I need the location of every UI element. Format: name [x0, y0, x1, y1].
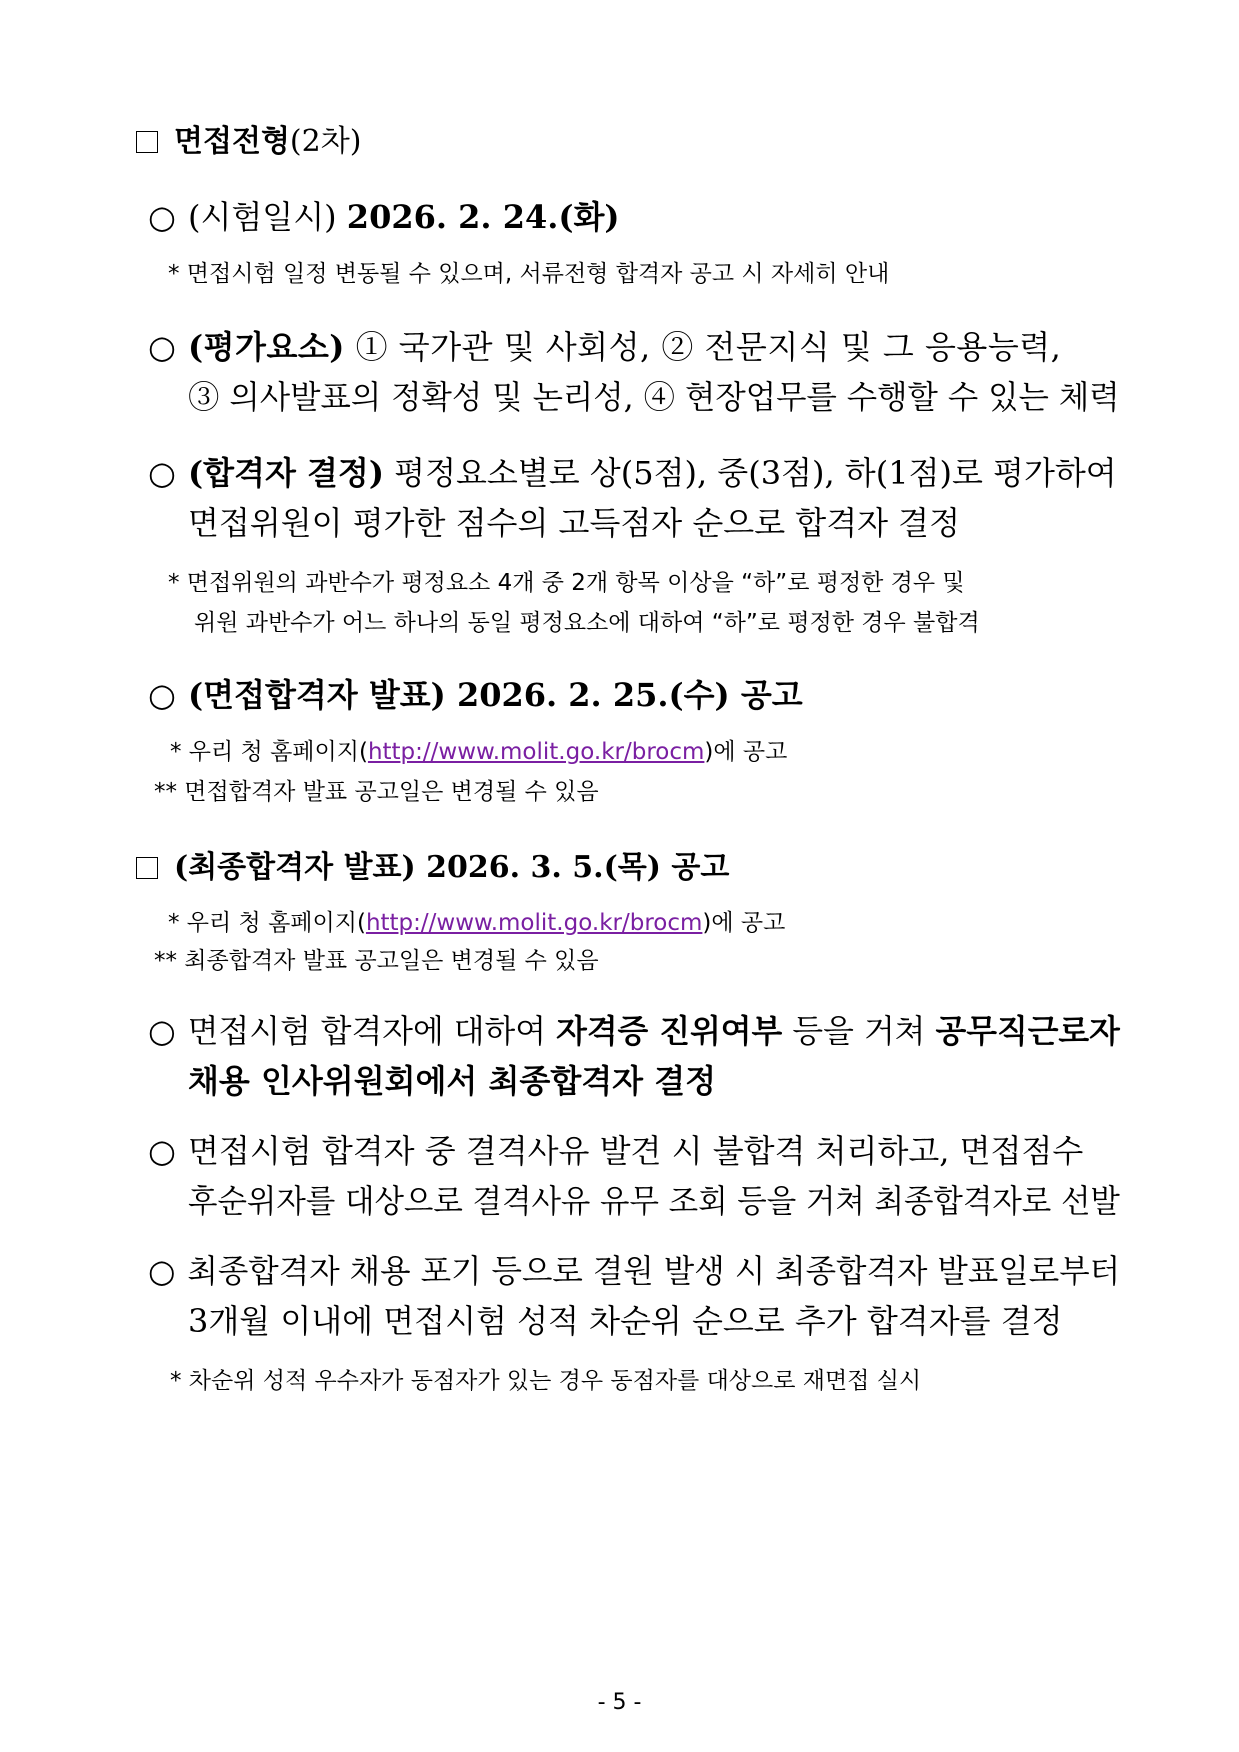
section-title: 면접전형 [174, 124, 290, 159]
announce-note1: * 우리 청 홈페이지(http://www.molit.go.kr/brocm)에 공고 [170, 739, 788, 765]
final-bullet-1-line2: 채용 인사위원회에서 최종합격자 결정 [188, 1062, 717, 1100]
circle-bullet-icon: ○ [148, 454, 176, 492]
schedule-label: (시험일시) [188, 198, 337, 236]
page-number: - 5 - [597, 1690, 642, 1715]
evaluation-label: (평가요소) [188, 328, 345, 366]
evaluation-text-line2: ③ 의사발표의 정확성 및 논리성, ④ 현장업무를 수행할 수 있는 체력 [188, 378, 1120, 416]
decision-note-line1: * 면접위원의 과반수가 평정요소 4개 중 2개 항목 이상을 “하”로 평정한 경우 및 [168, 570, 965, 596]
circle-bullet-icon: ○ [148, 1132, 176, 1170]
decision-text: 평정요소별로 상(5점), 중(3점), 하(1점)로 평가하여 [383, 454, 1117, 492]
final-bullet-2-line2: 후순위자를 대상으로 결격사유 유무 조회 등을 거쳐 최종합격자로 선발 [188, 1182, 1120, 1220]
final-note1: * 우리 청 홈페이지(http://www.molit.go.kr/brocm)에 공고 [168, 910, 786, 936]
final-note2: ** 최종합격자 발표 공고일은 변경될 수 있음 [154, 948, 599, 974]
schedule-note: * 면접시험 일정 변동될 수 있으며, 서류전형 합격자 공고 시 자세히 안내 [168, 261, 890, 287]
announce-note2: ** 면접합격자 발표 공고일은 변경될 수 있음 [154, 779, 599, 805]
circle-bullet-icon: ○ [148, 676, 176, 714]
circle-bullet-icon: ○ [148, 328, 177, 366]
final-title: (최종합격자 발표) 2026. 3. 5.(목) 공고 [174, 850, 730, 885]
decision-bullet [148, 448, 1117, 494]
final-bullet-1: ○ 면접시험 합격자에 대하여 자격증 진위여부 등을 거쳐 공무직근로자 [148, 1012, 1120, 1050]
final-bullet-3-line2: 3개월 이내에 면접시험 성적 차순위 순으로 추가 합격자를 결정 [188, 1302, 1063, 1340]
homepage-link[interactable]: http://www.molit.go.kr/brocm [367, 739, 705, 765]
final-bullet-3-note: * 차순위 성적 우수자가 동점자가 있는 경우 동점자를 대상으로 재면접 실시 [170, 1368, 922, 1394]
checkbox-square-icon [136, 857, 158, 879]
decision-label: (합격자 결정) [188, 454, 384, 492]
decision-text-line2: 면접위원이 평가한 점수의 고득점자 순으로 합격자 결정 [188, 504, 961, 542]
decision-note-line2: 위원 과반수가 어느 하나의 동일 평정요소에 대하여 “하”로 평정한 경우 불합격 [194, 610, 980, 636]
homepage-link[interactable]: http://www.molit.go.kr/brocm [365, 910, 703, 936]
schedule-value: 2026. 2. 24.(화) [346, 198, 620, 236]
section-heading-final [136, 842, 729, 886]
section-heading-interview [136, 116, 361, 160]
evaluation-text: ① 국가관 및 사회성, ② 전문지식 및 그 응용능력, [344, 328, 1062, 366]
checkbox-square-icon [136, 131, 158, 153]
schedule-bullet [148, 192, 620, 238]
section-suffix: (2차) [289, 124, 362, 159]
evaluation-bullet [148, 322, 1061, 368]
announce-text: (면접합격자 발표) 2026. 2. 25.(수) 공고 [188, 676, 803, 714]
circle-bullet-icon: ○ [148, 198, 176, 236]
final-bullet-3: ○ 최종합격자 채용 포기 등으로 결원 발생 시 최종합격자 발표일로부터 [148, 1252, 1121, 1290]
circle-bullet-icon: ○ [148, 1012, 176, 1050]
final-bullet-2: ○ 면접시험 합격자 중 결격사유 발견 시 불합격 처리하고, 면접점수 [148, 1132, 1084, 1170]
circle-bullet-icon: ○ [148, 1252, 176, 1290]
announce-bullet [148, 670, 803, 716]
